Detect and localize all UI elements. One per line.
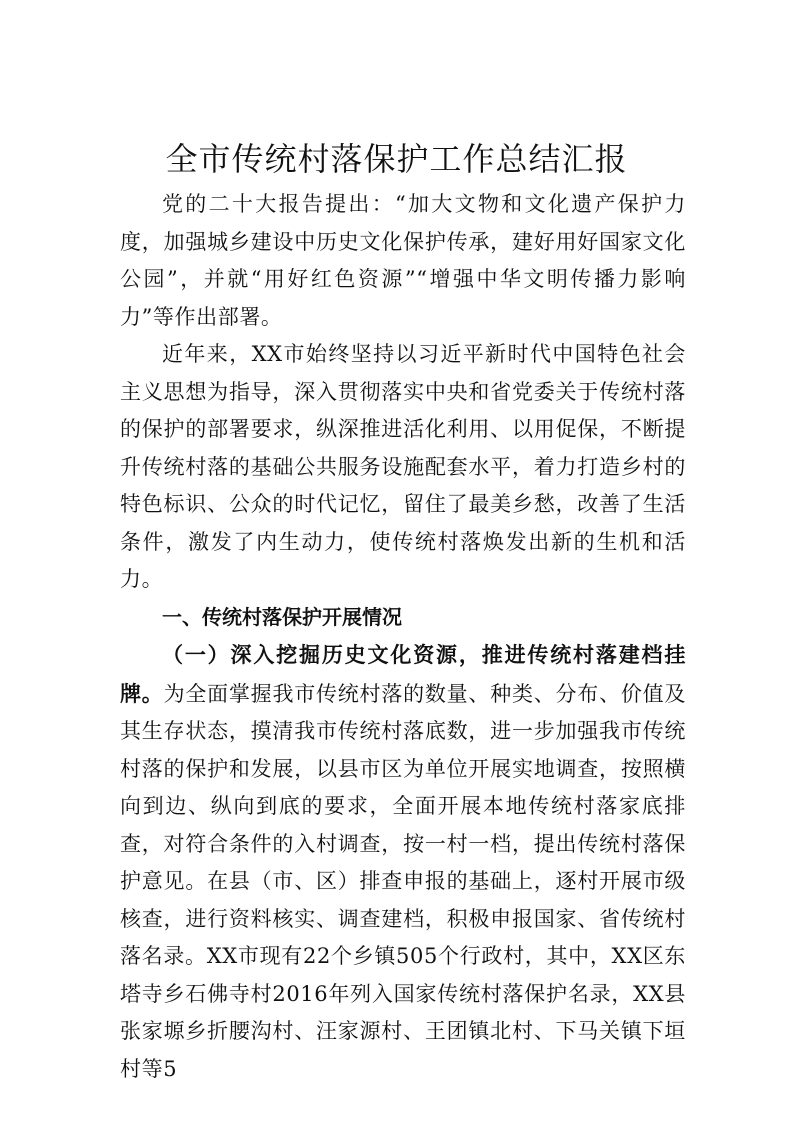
subsection-1-body: 为全面掌握我市传统村落的数量、种类、分布、价值及其生存状态，摸清我市传统村落底数，进一步加强我市传统村落的保护和发展，以县市区为单位开展实地调查，按照横向到边、纵向到底的要求，全面开展本地传统村落家底排查，对符合条件的入村调查，按一村一档，提出传统村落保护意见。在县（市、区）排查申报的基础上，逐村开展市级核查，进行资料核实、调查建档，积极申报国家、省传统村落名录。XX市现有22个乡镇505个行政村，其中，XX区东塔寺乡石佛寺村2016年列入国家传统村落保护名录，XX县张家塬乡折腰沟村、汪家源村、王团镇北村、下马关镇下垣村等5	[120, 681, 686, 1081]
paragraph-subsection-1	[120, 636, 686, 1088]
document-title: 全市传统村落保护工作总结汇报	[165, 140, 628, 178]
subsection-1-lead: （一）深入挖掘历史文化资源，推进传统村落建档挂牌。	[120, 642, 686, 706]
document-body	[120, 186, 686, 1088]
section-heading-1: 一、传统村落保护开展情况	[162, 604, 402, 629]
paragraph-overview: 近年来，XX市始终坚持以习近平新时代中国特色社会主义思想为指导，深入贯彻落实中央和省党委关于传统村落的保护的部署要求，纵深推进活化利用、以用促保，不断提升传统村落的基础公共服务设施配套水平，着力打造乡村的特色标识、公众的时代记忆，留住了最美乡愁，改善了生活条件，激发了内生动力，使传统村落焕发出新的生机和活力。	[120, 342, 686, 591]
paragraph-intro: 党的二十大报告提出：“加大文物和文化遗产保护力度，加强城乡建设中历史文化保护传承，建好用好国家文化公园”，并就“用好红色资源”“增强中华文明传播力影响力”等作出部署。	[120, 192, 686, 329]
